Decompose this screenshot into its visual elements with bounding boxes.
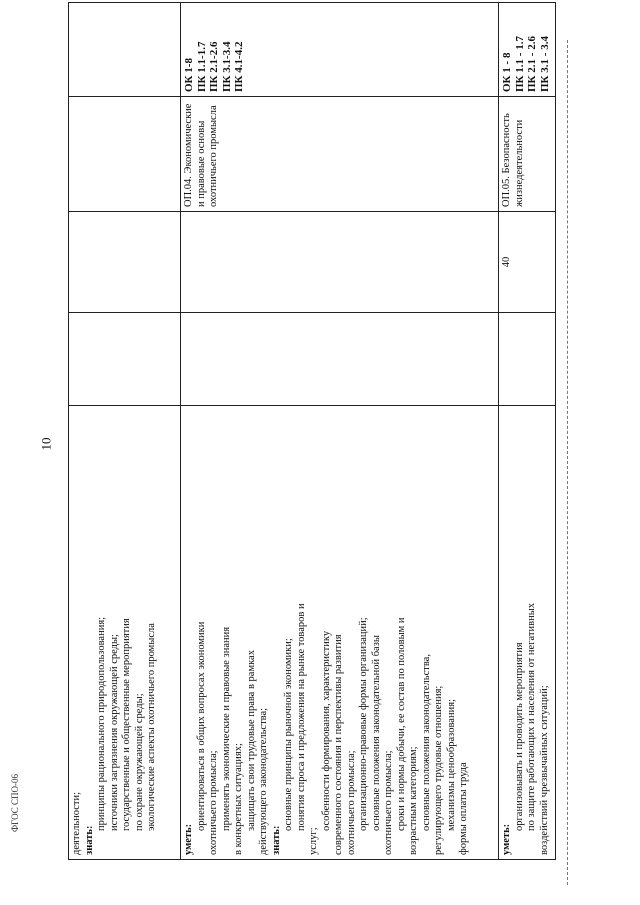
- discipline-cell: ОП.04. Экономические и правовые основы охотничьего промысла: [181, 97, 499, 212]
- content-line: ориентироваться в общих вопросах экономики: [195, 621, 207, 831]
- content-line: особенности формирования, характеристику: [320, 630, 332, 831]
- hours-cell: [69, 212, 181, 313]
- content-line: современного состояния и перспективы развития: [333, 634, 344, 855]
- content-line: деятельности;: [71, 791, 82, 855]
- content-line: в конкретных ситуациях;: [233, 743, 244, 855]
- curriculum-table: [68, 2, 556, 885]
- content-line: понятия спроса и предложения на рынке товаров и: [295, 603, 307, 831]
- content-line: по охране окружающей среды;: [133, 693, 145, 831]
- section-heading: знать:: [83, 825, 95, 855]
- table-cut-edge: [567, 40, 568, 885]
- content-line: защищать свои трудовые права в рамках: [245, 650, 257, 831]
- content-line: основные положения законодательства,: [420, 654, 432, 831]
- content-line: основные положения законодательной базы: [370, 635, 382, 831]
- competency-cell: [499, 3, 556, 97]
- max-load-cell: [181, 313, 499, 406]
- content-line: регулирующего трудовые отношения;: [433, 685, 444, 855]
- competency-code: ОК 1-8: [183, 58, 195, 92]
- footer-standard-code: ФГОС СПО-06: [10, 774, 20, 832]
- content-line: принципы рационального природопользования;: [96, 616, 107, 831]
- section-heading: уметь:: [183, 823, 194, 855]
- content-line: воздействий чрезвычайных ситуаций;: [538, 685, 550, 855]
- content-cell: [499, 406, 556, 860]
- content-line: организовывать и проводить мероприятия: [513, 642, 525, 831]
- competency-code: ПК 1.1 - 1.7: [513, 36, 526, 92]
- content-line: по защите работающих и населения от негативных: [526, 602, 537, 831]
- competency-code: ПК 2.1 - 2.6: [526, 36, 538, 92]
- competency-cell: [69, 3, 181, 97]
- competency-code: ПК 2.1-2.6: [208, 41, 220, 92]
- discipline-cell: [69, 97, 181, 212]
- competency-cell: [181, 3, 499, 97]
- content-line: действующего законодательства;: [258, 707, 269, 855]
- max-load-cell: [69, 313, 181, 406]
- competency-code: ПК 3.1-3.4: [220, 41, 233, 92]
- section-heading: уметь:: [501, 823, 512, 855]
- content-line: источники загрязнения окружающей среды;: [108, 634, 120, 831]
- content-line: организационно-правовые формы организаций;: [358, 617, 369, 831]
- section-heading: знать:: [270, 825, 282, 855]
- content-line: основные принципы рыночной экономики;: [283, 638, 294, 831]
- content-line: охотничьего промысла;: [345, 750, 357, 855]
- content-line: возрастным категориям;: [408, 746, 419, 855]
- discipline-cell: ОП.05. Безопасность жизнедеятельности: [499, 97, 556, 212]
- competency-code: ПК 3.1 - 3.4: [538, 36, 551, 92]
- page-number: 10: [38, 437, 54, 451]
- content-line: применять экономические и правовые знания: [220, 626, 232, 831]
- content-line: механизмы ценообразования;: [445, 699, 457, 831]
- table-row: [181, 3, 499, 886]
- content-line: экологические аспекты охотничьего промысла: [146, 623, 157, 831]
- max-load-cell: [499, 313, 556, 406]
- row-number-cell: [181, 860, 499, 886]
- content-cell: [69, 406, 181, 860]
- content-line: государственные и общественные мероприятия: [121, 618, 132, 831]
- hours-cell: 40: [499, 212, 556, 313]
- content-line: сроки и нормы добычи, ее состав по половым и: [395, 617, 407, 831]
- content-cell: [181, 406, 499, 860]
- competency-code: ПК 1.1-1.7: [195, 41, 208, 92]
- content-line: охотничьего промысла;: [208, 750, 219, 855]
- content-line: услуг;: [308, 827, 319, 855]
- competency-code: ПК 4.1-4.2: [233, 41, 245, 92]
- table-row: [69, 3, 181, 886]
- curriculum-table-rotated: [68, 36, 568, 885]
- hours-cell: [181, 212, 499, 313]
- row-number-cell: [499, 860, 556, 886]
- table-row: [499, 3, 556, 886]
- row-number-cell: [69, 860, 181, 886]
- content-line: охотничьего промысла;: [383, 750, 394, 855]
- content-line: формы оплаты труда: [458, 762, 469, 855]
- competency-code: ОК 1 - 8: [501, 52, 513, 92]
